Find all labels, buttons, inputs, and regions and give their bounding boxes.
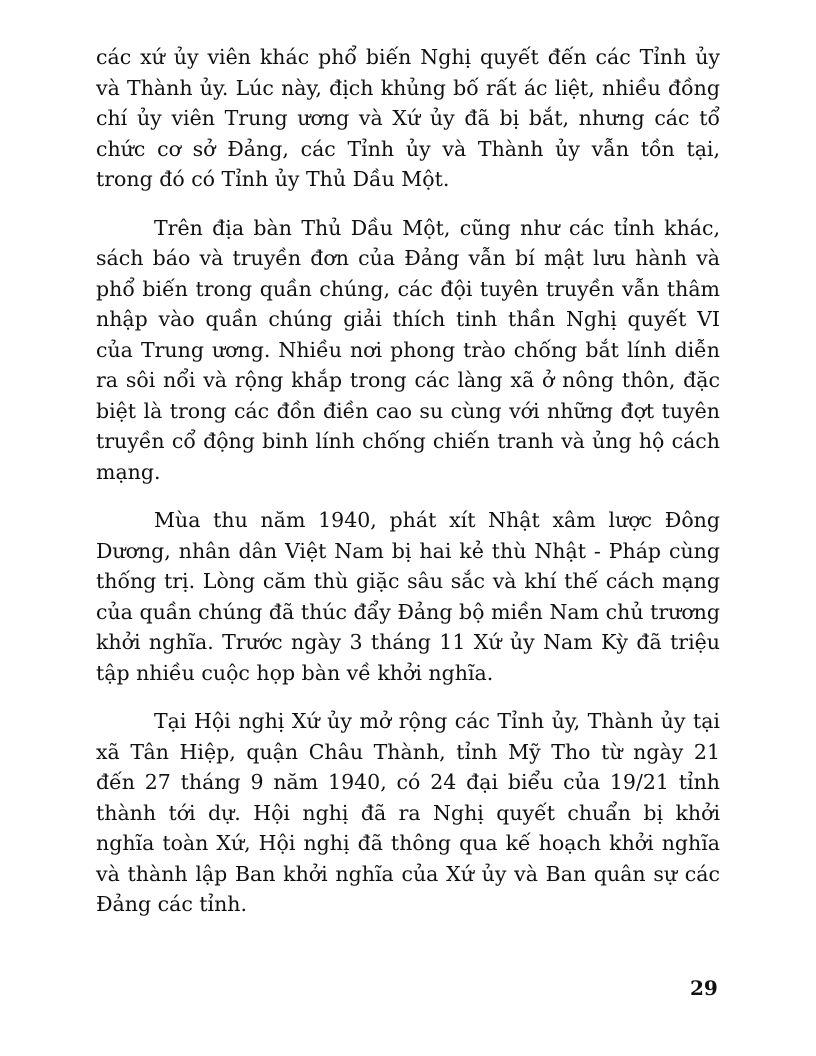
- page-number: 29: [690, 976, 718, 1000]
- page-body: [96, 42, 720, 938]
- paragraph-thu-dau-mot: Trên địa bàn Thủ Dầu Một, cũng như các tỉnh khác, sách báo và truyền đơn của Đảng vẫn bí mật lưu hành và phổ biến trong quần chúng, các đội tuyên truyền vẫn thâm nhập vào quần chúng giải thích tinh thần Nghị quyết VI của Trung ương. Nhiều nơi phong trào chống bắt lính diễn ra sôi nổi và rộng khắp trong các làng xã ở nông thôn, đặc biệt là trong các đồn điền cao su cùng với những đợt tuyên truyền cổ động binh lính chống chiến tranh và ủng hộ cách mạng.: [96, 215, 720, 484]
- paragraph-conference: Tại Hội nghị Xứ ủy mở rộng các Tỉnh ủy, Thành ủy tại xã Tân Hiệp, quận Châu Thành, tỉnh Mỹ Tho từ ngày 21 đến 27 tháng 9 năm 1940, có 24 đại biểu của 19/21 tỉnh thành tới dự. Hội nghị đã ra Nghị quyết chuẩn bị khởi nghĩa toàn Xứ, Hội nghị đã thông qua kế hoạch khởi nghĩa và thành lập Ban khởi nghĩa của Xứ ủy và Ban quân sự các Đảng các tỉnh.: [96, 709, 720, 916]
- paragraph-continued: các xứ ủy viên khác phổ biến Nghị quyết đến các Tỉnh ủy và Thành ủy. Lúc này, địch khủng bố rất ác liệt, nhiều đồng chí ủy viên Trung ương và Xứ ủy đã bị bắt, nhưng các tổ chức cơ sở Đảng, các Tỉnh ủy và Thành ủy vẫn tồn tại, trong đó có Tỉnh ủy Thủ Dầu Một.: [96, 45, 720, 191]
- paragraph-autumn-1940: Mùa thu năm 1940, phát xít Nhật xâm lược Đông Dương, nhân dân Việt Nam bị hai kẻ thù Nhật - Pháp cùng thống trị. Lòng căm thù giặc sâu sắc và khí thế cách mạng của quần chúng đã thúc đẩy Đảng bộ miền Nam chủ trương khởi nghĩa. Trước ngày 3 tháng 11 Xứ ủy Nam Kỳ đã triệu tập nhiều cuộc họp bàn về khởi nghĩa.: [96, 508, 720, 685]
